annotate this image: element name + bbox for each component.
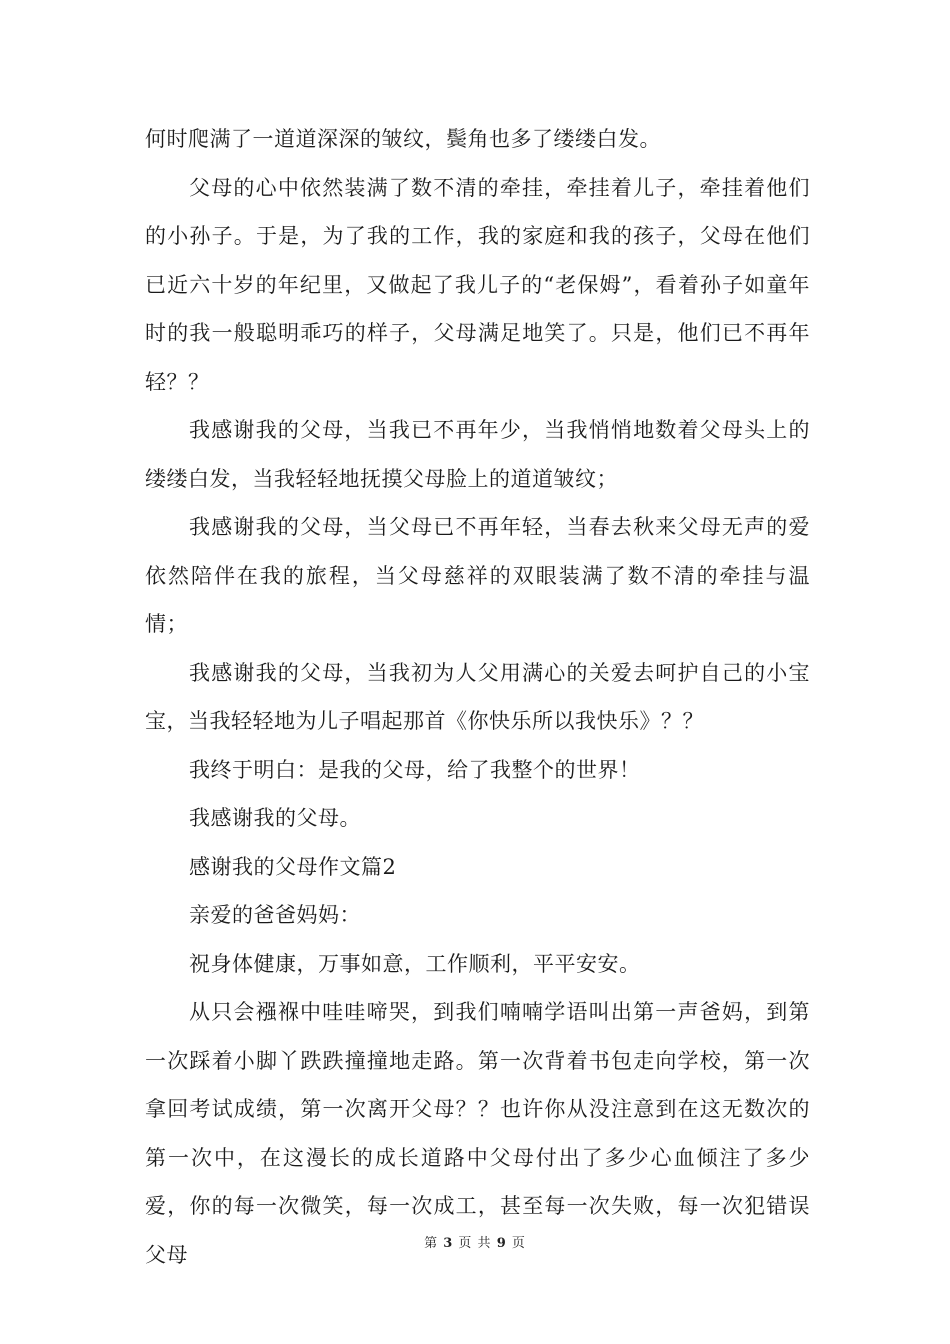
- paragraph: 我感谢我的父母，当我已不再年少，当我悄悄地数着父母头上的缕缕白发，当我轻轻地抚摸父母脸上的道道皱纹；: [145, 418, 810, 491]
- footer-suffix: 页: [511, 1236, 526, 1251]
- paragraph-continued: 何时爬满了一道道深深的皱纹，鬓角也多了缕缕白发。: [145, 127, 661, 151]
- footer-middle: 页 共: [458, 1236, 492, 1251]
- page-footer: [0, 1232, 950, 1251]
- current-page-number: 3: [443, 1236, 454, 1251]
- section-heading: 感谢我的父母作文篇2: [189, 854, 397, 879]
- paragraph: 父母的心中依然装满了数不清的牵挂，牵挂着儿子，牵挂着他们的小孙子。于是，为了我的工作，我的家庭和我的孩子，父母在他们已近六十岁的年纪里，又做起了我儿子的“老保姆”，看着孙子如童年时的我一般聪明乖巧的样子，父母满足地笑了。只是，他们已不再年轻？？: [145, 175, 810, 394]
- paragraph: 从只会襁褓中哇哇啼哭，到我们喃喃学语叫出第一声爸妈，到第一次踩着小脚丫跌跌撞撞地走路。第一次背着书包走向学校，第一次拿回考试成绩，第一次离开父母？？也许你从没注意到在这无数次的第一次中，在这漫长的成长道路中父母付出了多少心血倾注了多少爱，你的每一次微笑，每一次成工，甚至每一次失败，每一次犯错误父母: [145, 1000, 810, 1267]
- letter-salutation: 亲爱的爸爸妈妈：: [189, 903, 361, 927]
- footer-prefix: 第: [424, 1236, 439, 1251]
- total-page-number: 9: [496, 1236, 507, 1251]
- paragraph: 我终于明白：是我的父母，给了我整个的世界！: [189, 757, 641, 782]
- document-body: [145, 115, 810, 1279]
- paragraph: 我感谢我的父母。: [189, 806, 361, 830]
- paragraph: 我感谢我的父母，当父母已不再年轻，当春去秋来父母无声的爱依然陪伴在我的旅程，当父母慈祥的双眼装满了数不清的牵挂与温情；: [145, 515, 810, 636]
- paragraph: 我感谢我的父母，当我初为人父用满心的关爱去呵护自己的小宝宝，当我轻轻地为儿子唱起那首《你快乐所以我快乐》？？: [145, 660, 810, 733]
- paragraph: 祝身体健康，万事如意，工作顺利，平平安安。: [189, 951, 641, 976]
